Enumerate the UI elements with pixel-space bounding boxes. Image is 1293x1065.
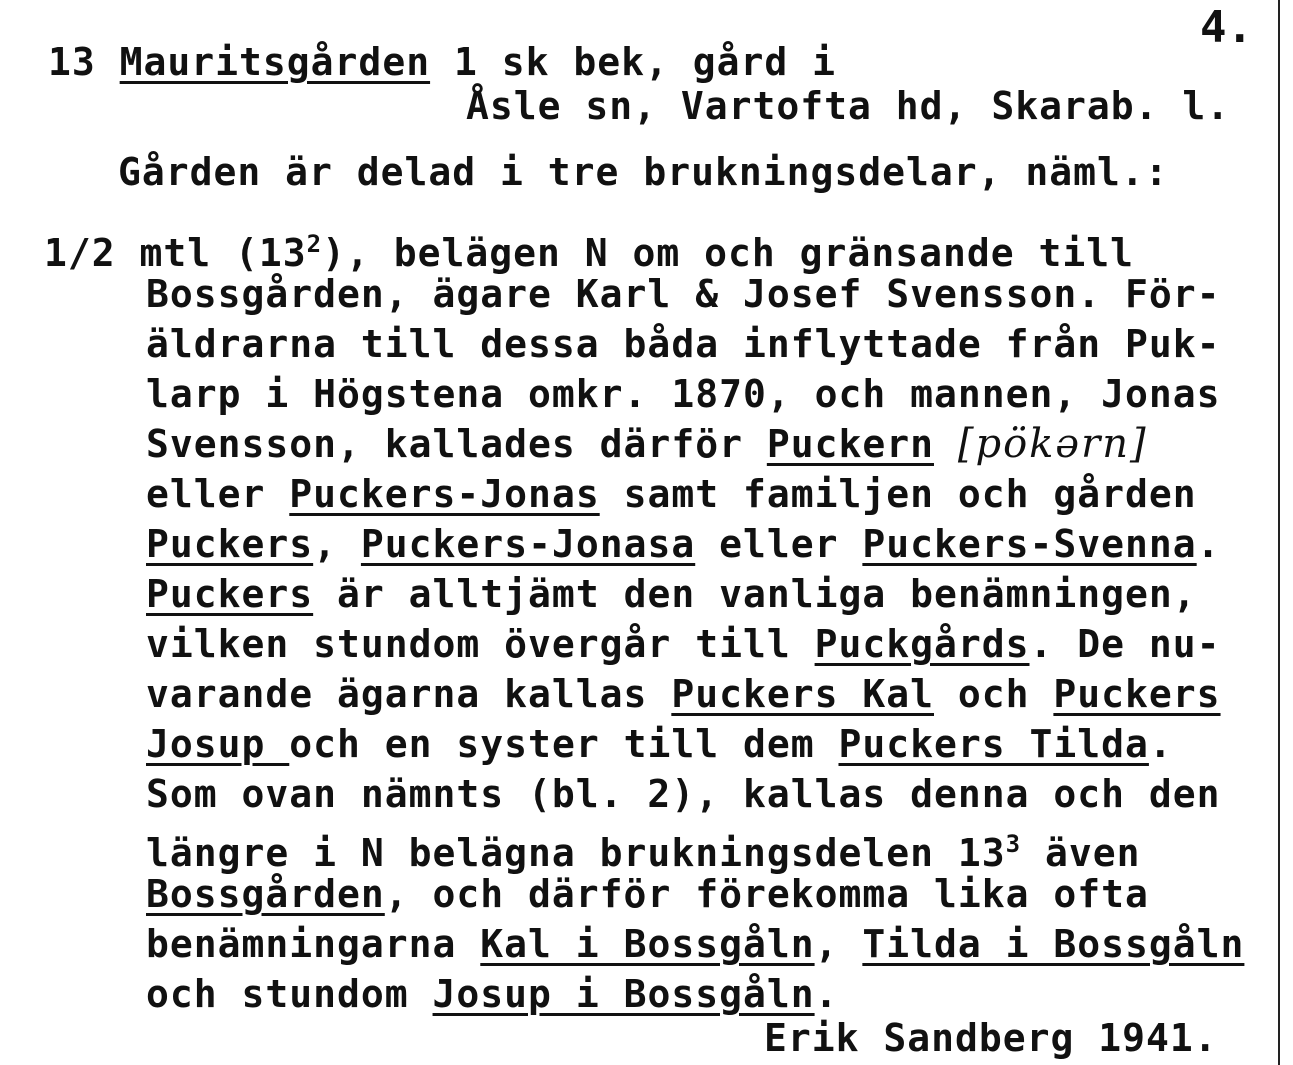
place-name: Mauritsgården bbox=[119, 40, 431, 84]
text-line-16: och stundom Josup i Bossgåln. bbox=[146, 972, 839, 1016]
page-number: 4. bbox=[1200, 2, 1253, 53]
name-variant: Puckers Tilda bbox=[838, 722, 1149, 766]
entry-number: 13 bbox=[48, 40, 96, 84]
text-line-15: benämningarna Kal i Bossgåln, Tilda i Bossgåln bbox=[146, 922, 1245, 966]
name-variant: Bossgården bbox=[146, 872, 385, 916]
text-line-6: eller Puckers-Jonas samt familjen och gården bbox=[146, 472, 1197, 516]
name-variant: Puckern bbox=[766, 422, 934, 466]
signature: Erik Sandberg 1941. bbox=[764, 1016, 1218, 1060]
text-line-10: varande ägarna kallas Puckers Kal och Puckers bbox=[146, 672, 1221, 716]
handwritten-pronunciation: [pökərn] bbox=[957, 421, 1148, 467]
name-variant: Puckers-Jonasa bbox=[360, 522, 696, 566]
name-variant: Puckers-Jonas bbox=[289, 472, 600, 516]
text-line-1: 1/2 mtl $(13^2)$, belägen N om och gränsande till bbox=[44, 230, 1134, 275]
text-line-9: vilken stundom övergår till Puckgårds. De nu- bbox=[146, 622, 1221, 666]
name-variant: Puckers bbox=[1053, 672, 1221, 716]
text-line-12: Som ovan nämnts (bl. 2), kallas denna och den bbox=[146, 772, 1221, 816]
name-variant: Puckers bbox=[146, 522, 314, 566]
text-line-11: Josup och en syster till dem Puckers Tilda. bbox=[146, 722, 1173, 766]
name-variant: Puckgårds bbox=[814, 622, 1030, 666]
entry-header bbox=[48, 40, 836, 84]
entry-location: Åsle sn, Vartofta hd, Skarab. l. bbox=[466, 84, 1231, 128]
text-line-2: Bossgården, ägare Karl & Josef Svensson. För- bbox=[146, 272, 1221, 316]
superscript: 3 bbox=[1005, 830, 1022, 858]
text-line-14: Bossgården, och därför förekomma lika ofta bbox=[146, 872, 1149, 916]
name-variant: Kal i Bossgåln bbox=[480, 922, 815, 966]
name-variant: Tilda i Bossgåln bbox=[862, 922, 1245, 966]
name-variant: Puckers-Svenna bbox=[862, 522, 1197, 566]
text-line-13: längre i N belägna brukningsdelen $13^3$ även bbox=[146, 830, 1141, 875]
name-variant: Josup bbox=[146, 722, 290, 766]
name-variant: Puckers bbox=[146, 572, 314, 616]
text-line-5: Svensson, kallades därför Puckern [pökərn] bbox=[146, 421, 1148, 467]
card-right-edge bbox=[1278, 0, 1280, 1065]
text-line-8: Puckers är alltjämt den vanliga benämningen, bbox=[146, 572, 1197, 616]
text-line-4: larp i Högstena omkr. 1870, och mannen, Jonas bbox=[146, 372, 1221, 416]
text-line-3: äldrarna till dessa båda inflyttade från Puk- bbox=[146, 322, 1221, 366]
name-variant: Josup i Bossgåln bbox=[432, 972, 815, 1016]
intro-line: Gården är delad i tre brukningsdelar, näml.: bbox=[118, 150, 1169, 194]
entry-description: 1 sk bek, gård i bbox=[430, 40, 837, 84]
text-line-7: Puckers, Puckers-Jonasa eller Puckers-Svenna. bbox=[146, 522, 1221, 566]
superscript: 2 bbox=[306, 230, 323, 258]
name-variant: Puckers Kal bbox=[671, 672, 934, 716]
